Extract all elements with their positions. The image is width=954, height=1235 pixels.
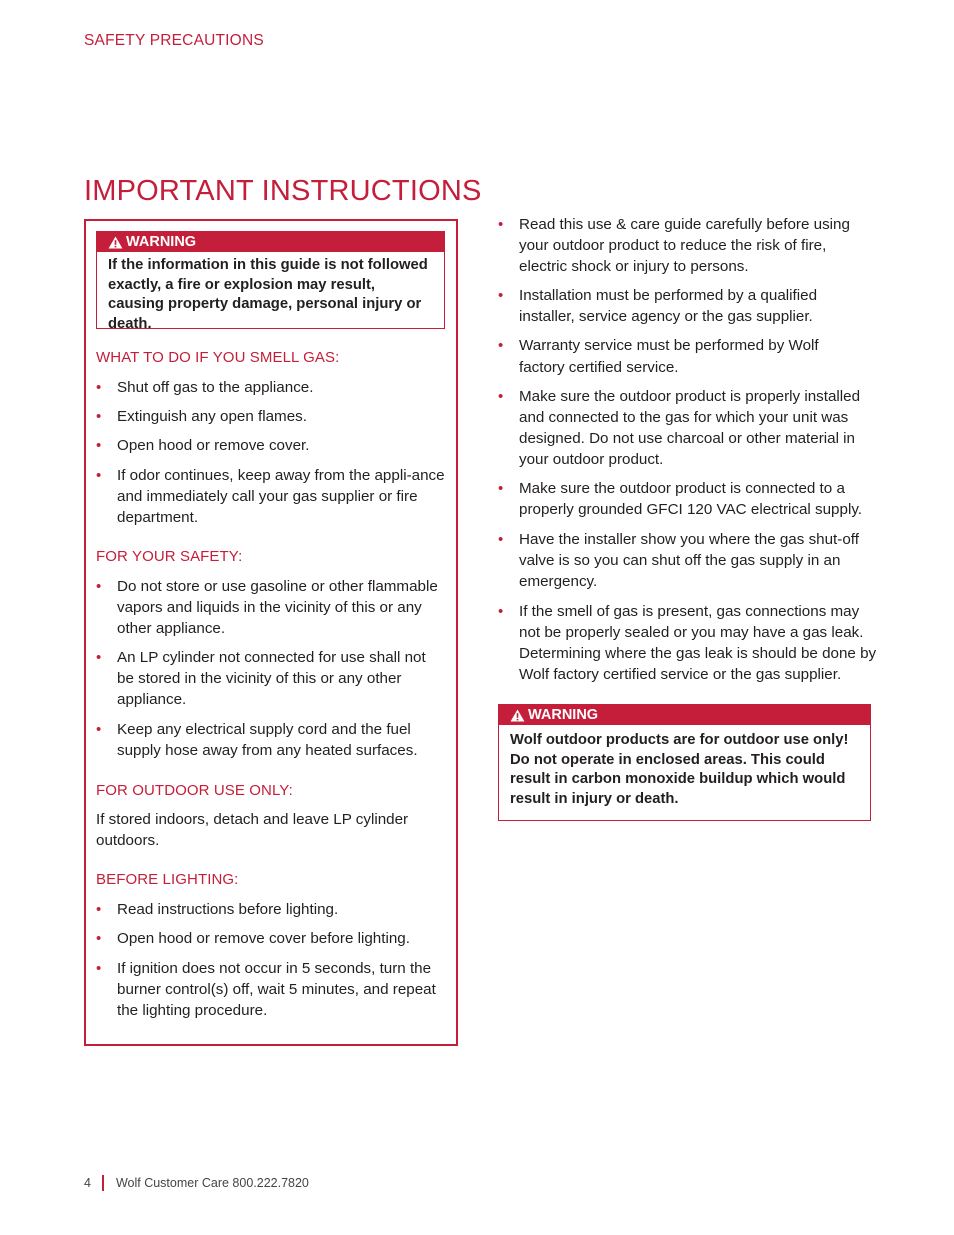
footer-divider <box>102 1175 104 1191</box>
list-item: • Read this use & care guide carefully before using your outdoor product to reduce the risk of fire, electric shock or injury to persons. <box>498 216 850 276</box>
warning-header <box>97 232 444 252</box>
warning-label: WARNING <box>126 234 197 250</box>
footer-contact: Wolf Customer Care 800.222.7820 <box>115 1176 309 1190</box>
lighting-list <box>96 899 452 1021</box>
list-item: • Shut off gas to the appliance. <box>96 379 314 396</box>
list-item: • An LP cylinder not connected for use shall not be stored in the vicinity of this or any other appliance. <box>96 649 426 709</box>
safety-list <box>96 576 452 761</box>
list-item: • Keep any electrical supply cord and the fuel supply hose away from any heated surfaces. <box>96 720 418 759</box>
outdoor-text: If stored indoors, detach and leave LP cylinder outdoors. <box>96 811 409 850</box>
warning-triangle-icon <box>108 236 123 249</box>
warning-triangle-icon <box>510 709 525 722</box>
lighting-heading: BEFORE LIGHTING: <box>96 871 239 888</box>
outdoor-heading: FOR OUTDOOR USE ONLY: <box>96 782 293 799</box>
warning-text: If the information in this guide is not followed exactly, a fire or explosion may result, causing property damage, personal injury or death. <box>108 257 428 333</box>
warning-label: WARNING <box>528 707 599 723</box>
list-item: • Have the installer show you where the gas shut-off valve is so you can shut off the gas supply in an emergency. <box>498 531 859 591</box>
warning-text: Wolf outdoor products are for outdoor use only! Do not operate in enclosed areas. This could result in carbon monoxide buildup which would result in injury or death. <box>510 732 849 808</box>
warning-box-right <box>498 704 871 821</box>
page-title: IMPORTANT INSTRUCTIONS <box>84 175 482 207</box>
list-item: • Make sure the outdoor product is connected to a properly grounded GFCI 120 VAC electrical supply. <box>498 480 863 519</box>
smell-gas-list <box>96 377 446 529</box>
safety-heading: FOR YOUR SAFETY: <box>96 548 243 565</box>
warning-box-left <box>96 231 445 333</box>
general-instructions-list <box>498 214 878 685</box>
list-item: • Do not store or use gasoline or other flammable vapors and liquids in the vicinity of this or any other appliance. <box>96 578 438 638</box>
footer <box>84 1175 309 1191</box>
list-item: • Installation must be performed by a qualified installer, service agency or the gas supplier. <box>498 287 818 326</box>
list-item: • If the smell of gas is present, gas connections may not be properly sealed or you may have a gas leak. Determining where the gas leak is should be done by Wolf factory certified service or the gas supplier. <box>498 602 877 683</box>
list-item: • Make sure the outdoor product is properly installed and connected to the gas for which your unit was designed. Do not use charcoal or other material in your outdoor product. <box>498 387 861 468</box>
section-header: SAFETY PRECAUTIONS <box>84 32 264 49</box>
list-item: • Warranty service must be performed by Wolf factory certified service. <box>498 337 819 376</box>
list-item: • Open hood or remove cover before lighting. <box>96 930 410 948</box>
list-item: • If ignition does not occur in 5 seconds, turn the burner control(s) off, wait 5 minutes, and repeat the lighting procedure. <box>96 960 436 1020</box>
smell-gas-heading: WHAT TO DO IF YOU SMELL GAS: <box>96 349 340 366</box>
page-number: 4 <box>84 1176 91 1190</box>
list-item: • Open hood or remove cover. <box>96 437 310 455</box>
list-item: • If odor continues, keep away from the appli-ance and immediately call your gas supplier or fire department. <box>96 467 445 527</box>
list-item: • Read instructions before lighting. <box>96 901 339 918</box>
list-item: • Extinguish any open flames. <box>96 408 307 426</box>
warning-header <box>499 705 870 725</box>
